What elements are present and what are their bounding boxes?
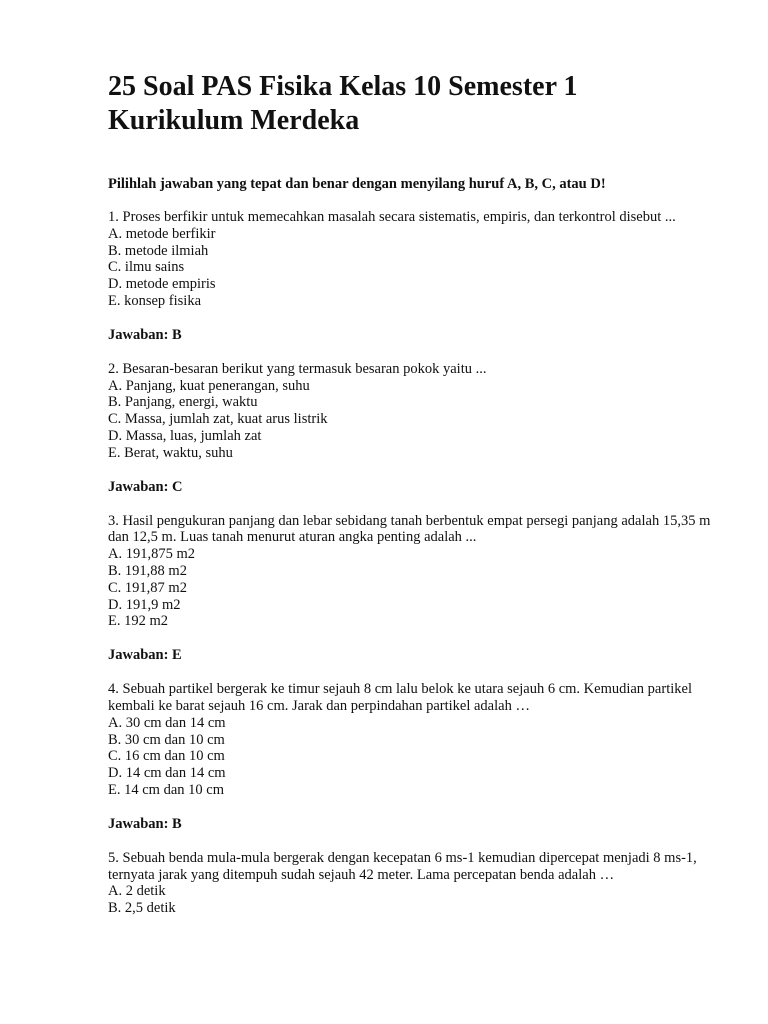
page-title: 25 Soal PAS Fisika Kelas 10 Semester 1 Kurikulum Merdeka (108, 71, 578, 136)
answer-key: Jawaban: C (108, 478, 183, 495)
option-b: B. 2,5 detik (108, 900, 176, 917)
answer-key: Jawaban: B (108, 815, 182, 832)
option-c: C. 16 cm dan 10 cm (108, 748, 225, 765)
question-text: 3. Hasil pengukuran panjang dan lebar sebidang tanah berbentuk empat persegi panjang adalah 15,35 m dan 12,5 m. Luas tanah menurut aturan angka penting adalah ... (108, 512, 711, 546)
option-d: D. metode empiris (108, 276, 216, 293)
option-b: B. 191,88 m2 (108, 562, 187, 579)
option-d: D. 191,9 m2 (108, 596, 181, 613)
option-d: D. Massa, luas, jumlah zat (108, 427, 262, 444)
question-text: 4. Sebuah partikel bergerak ke timur sejauh 8 cm lalu belok ke utara sejauh 6 cm. Kemudian partikel kembali ke barat sejauh 16 cm. Jarak dan perpindahan partikel adalah … (108, 681, 692, 714)
option-e: E. Berat, waktu, suhu (108, 444, 233, 461)
option-e: E. 14 cm dan 10 cm (108, 781, 224, 798)
option-c: C. 191,87 m2 (108, 579, 187, 596)
option-d: D. 14 cm dan 14 cm (108, 765, 226, 782)
option-c: C. ilmu sains (108, 259, 185, 276)
option-b: B. metode ilmiah (108, 242, 209, 259)
option-b: B. Panjang, energi, waktu (108, 394, 258, 411)
option-e: E. 192 m2 (108, 613, 169, 630)
answer-key: Jawaban: E (108, 647, 182, 664)
option-a: A. 2 detik (108, 883, 166, 900)
question-text: 1. Proses berfikir untuk memecahkan masalah secara sistematis, empiris, dan terkontrol disebut ... (108, 209, 676, 225)
question-text: 2. Besaran-besaran berikut yang termasuk besaran pokok yaitu ... (108, 360, 487, 377)
option-b: B. 30 cm dan 10 cm (108, 731, 225, 748)
option-e: E. konsep fisika (108, 292, 202, 309)
question-1 (108, 209, 716, 344)
option-c: C. Massa, jumlah zat, kuat arus listrik (108, 411, 328, 428)
question-5 (108, 850, 716, 917)
answer-key: Jawaban: B (108, 326, 182, 343)
instruction-text: Pilihlah jawaban yang tepat dan benar dengan menyilang huruf A, B, C, atau D! (108, 176, 606, 192)
question-2 (108, 361, 716, 496)
question-text: 5. Sebuah benda mula-mula bergerak dengan kecepatan 6 ms-1 kemudian dipercepat menjadi 8 ms-1, ternyata jarak yang ditempuh sudah sejauh 42 meter. Lama percepatan benda adalah … (108, 849, 697, 883)
option-a: A. metode berfikir (108, 225, 216, 242)
question-3 (108, 513, 716, 665)
option-a: A. Panjang, kuat penerangan, suhu (108, 377, 310, 394)
option-a: A. 191,875 m2 (108, 546, 195, 563)
question-4 (108, 681, 716, 833)
option-a: A. 30 cm dan 14 cm (108, 714, 226, 731)
